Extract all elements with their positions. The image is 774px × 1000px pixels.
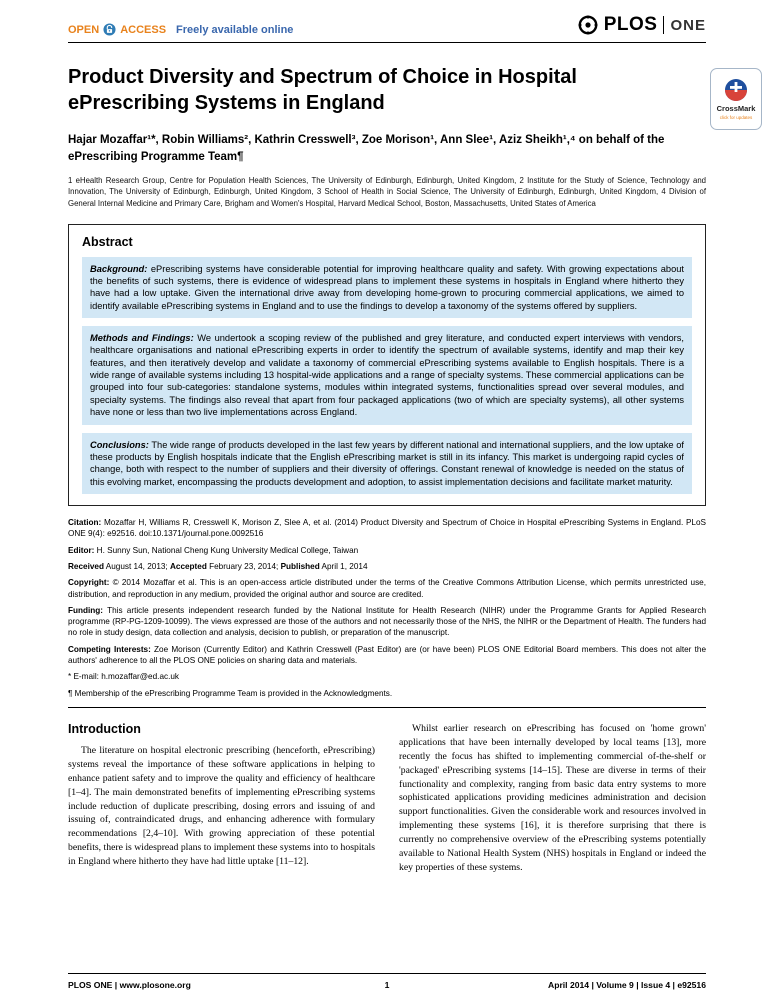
open-access-icon (103, 23, 116, 36)
published-label: Published (280, 561, 320, 571)
abstract-background-text: ePrescribing systems have considerable potential for improving healthcare quality and safety. With growing expectations about the benefits of such systems, there is evidence of widespread plans to implement these systems in hospitals in England where hitherto they have had a low uptake. Given the international drive away from developing home-grown to procuring commercial applications, we aimed to identify available ePrescribing systems in England and to use the findings to develop a taxonomy of the systems offered by suppliers. (90, 263, 684, 311)
article-title: Product Diversity and Spectrum of Choice in Hospital ePrescribing Systems in England (68, 66, 577, 114)
editor-line (68, 545, 706, 556)
email-line (68, 671, 706, 682)
accepted-label: Accepted (169, 561, 207, 571)
crossmark-badge[interactable] (710, 68, 762, 130)
body-columns (68, 722, 706, 875)
abstract-background-label: Background: (90, 263, 148, 274)
left-column (68, 722, 375, 875)
article-metadata (68, 517, 706, 708)
abstract-box (68, 224, 706, 506)
editor-label: Editor: (68, 545, 95, 555)
abstract-methods (82, 326, 692, 425)
journal-url[interactable]: PLOS ONE | www.plosone.org (68, 980, 191, 990)
citation-label: Citation: (68, 517, 102, 527)
journal-header (68, 14, 706, 43)
crossmark-icon (724, 78, 748, 102)
affiliations: 1 eHealth Research Group, Centre for Population Health Sciences, The University of Edinburgh, Edinburgh, United Kingdom, 2 Institute for the Study of Science, Technology and Innovation, The University of Edinburgh, Edinburgh, United Kingdom, 3 School of Health in Social Science, The University of Edinburgh, Edinburgh, United Kingdom, 4 Division of General Internal Medicine and Primary Care, Brigham and Women's Hospital, Harvard Medical School, Boston, Massachusetts, United States of America (68, 175, 706, 208)
email-link[interactable]: h.mozaffar@ed.ac.uk (101, 672, 180, 682)
copyright-label: Copyright: (68, 578, 110, 588)
funding-line (68, 605, 706, 639)
open-access-open-label: OPEN (68, 23, 100, 36)
accepted-date: February 23, 2014; (206, 561, 281, 571)
page-footer (68, 973, 706, 990)
introduction-paragraph-left: The literature on hospital electronic prescribing (henceforth, ePrescribing) systems reveal the importance of these software applications in helping to enhance patient safety and to improve the quality and efficiency of healthcare [1–4]. The main demonstrated benefits of implementing ePrescribing systems include reduction of duplicate prescribing, dosing errors and issuing of and issuing of, contraindicated drugs, and enhancing adherence with formulary recommendations [2,4–10]. With growing appreciation of these potential benefits, there is widespread plans to implement these systems into to hospitals in England where hitherto they have had little uptake [11–12]. (68, 745, 375, 868)
right-column (399, 722, 706, 875)
abstract-conclusions (82, 433, 692, 494)
funding-label: Funding: (68, 605, 104, 615)
page-number: 1 (384, 980, 390, 990)
copyright-text: © 2014 Mozaffar et al. This is an open-access article distributed under the terms of the Creative Commons Attribution License, which permits unrestricted use, distribution, and reproduction in any medium, provided the original author and source are credited. (68, 578, 706, 599)
abstract-conclusions-label: Conclusions: (90, 439, 149, 450)
plos-one-logo (578, 14, 706, 36)
abstract-methods-label: Methods and Findings: (90, 333, 194, 344)
abstract-background (82, 257, 692, 318)
crossmark-label: CrossMark (716, 104, 756, 113)
freely-available-label: Freely available online (176, 23, 294, 36)
open-access-banner (68, 23, 293, 36)
membership-line: ¶ Membership of the ePrescribing Programme Team is provided in the Acknowledgments. (68, 688, 393, 698)
competing-interests-line (68, 644, 706, 667)
funding-text: This article presents independent research funded by the National Institute for Health Research (NIHR) under the Programme Grants for Applied Research programme (RP-PG-1209-10099). The views expressed are those of the authors and not necessarily those of the NHS, the NIHR or the Department of Health. The funders had no role in study design, data collection and analysis, decision to publish, or preparation of the manuscript. (68, 605, 706, 638)
plos-logo-icon (578, 15, 598, 35)
crossmark-tagline: click for updates (719, 115, 753, 120)
introduction-heading: Introduction (68, 722, 141, 737)
published-date: April 1, 2014 (319, 561, 368, 571)
received-date: August 14, 2013; (103, 561, 170, 571)
introduction-paragraph-right: Whilst earlier research on ePrescribing has focused on 'home grown' applications that have been internally developed by local teams [13], more recently the focus has shifted to implementing commercial of-the-shelf or 'packaged' ePrescribing systems [14–15]. These are diverse in terms of their functionality and complexity, ranging from basic data entry systems to more sophisticated applications providing medicines administration and decision support functionalities. Given the considerable work and resources involved in implementing these systems [16], it is therefore surprising that there is currently no comprehensive overview of the ePrescribing systems potentially available to National Health System (NHS) hospitals in England or indeed the key properties of these systems. (399, 723, 706, 873)
copyright-line (68, 577, 706, 600)
abstract-heading: Abstract (82, 234, 133, 249)
abstract-conclusions-text: The wide range of products developed in the last few years by different national and international suppliers, and the low uptake of these products by English hospitals indicate that the English ePrescribing market is still in its infancy. This market is undergoing rapid cycles of change, both with respect to the number of suppliers and their diversity of offerings. Constant renewal of knowledge is needed on the status of this evolving market, encompassing the products development and adoption, to assist implementation decisions and facilitate market maturity. (90, 439, 684, 487)
citation-text: Mozaffar H, Williams R, Cresswell K, Morison Z, Slee A, et al. (2014) Product Diversity and Spectrum of Choice in Hospital ePrescribing Systems in England. PLoS ONE 9(4): e92516. doi:10.1371/journal.pone.0092516 (68, 517, 706, 539)
abstract-methods-text: We undertook a scoping review of the published and grey literature, and conducted expert interviews with vendors, healthcare organisations and national ePrescribing experts in order to identify the spectrum of available systems, identify and map their key features, and then iteratively develop and validate a taxonomy of commercial ePrescribing systems available to English hospitals. There is a wide range of available systems including 13 hospital-wide applications and a range of specialty systems. These commercial applications can be grouped into four sub-categories: standalone systems, modules within integrated systems, functionalities spread over several modules, and specialty systems. The findings also reveal that apart from four packaged applications (two of which are specialty systems), all other systems have none or less than two live implementations across England. (90, 333, 684, 418)
dates-line (68, 561, 706, 572)
author-list: Hajar Mozaffar¹*, Robin Williams², Kathrin Cresswell³, Zoe Morison¹, Ann Slee¹, Aziz Sheikh¹,⁴ on behalf of the ePrescribing Programme Team¶ (68, 134, 665, 163)
citation-line (68, 517, 706, 540)
editor-text: H. Sunny Sun, National Cheng Kung University Medical College, Taiwan (94, 545, 359, 555)
one-wordmark: ONE (670, 16, 706, 34)
logo-divider (663, 16, 664, 34)
received-label: Received (68, 561, 104, 571)
competing-interests-text: Zoe Morison (Currently Editor) and Kathrin Cresswell (Past Editor) are (or have been) PLOS ONE Editorial Board members. This does not alter the authors' adherence to all the PLOS ONE policies on sharing data and materials. (68, 644, 706, 666)
competing-interests-label: Competing Interests: (68, 644, 151, 654)
plos-wordmark: PLOS (603, 14, 658, 35)
email-prefix: * E-mail: (68, 672, 102, 682)
open-access-access-label: ACCESS (120, 23, 167, 36)
section-divider (68, 707, 706, 708)
issue-info: April 2014 | Volume 9 | Issue 4 | e92516 (547, 980, 706, 990)
